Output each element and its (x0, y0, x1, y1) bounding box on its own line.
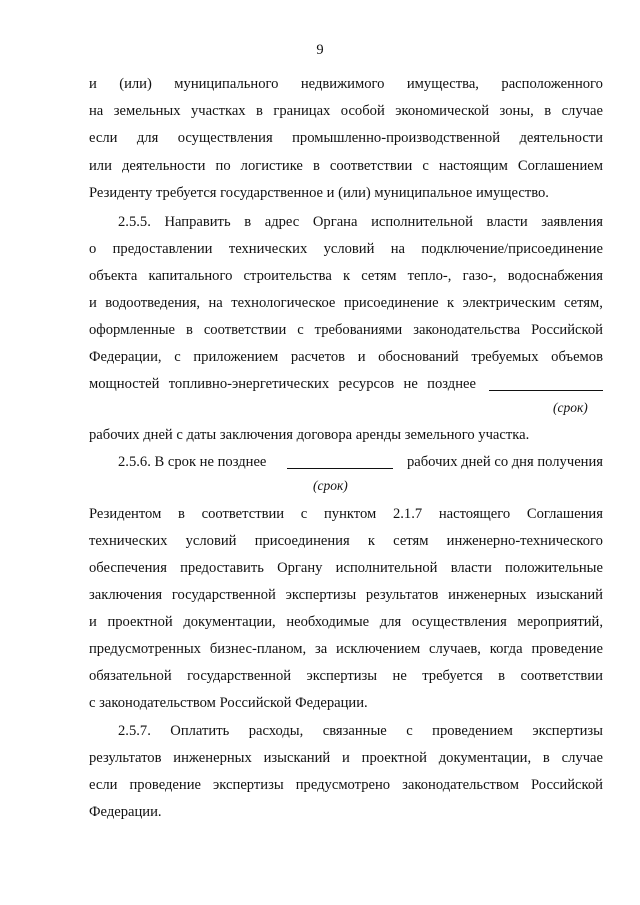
word: обеспечения (89, 560, 167, 576)
text-line (89, 239, 603, 259)
word: Оплатить (170, 723, 230, 739)
word: экспертизы (306, 668, 378, 684)
word: присоединение (343, 295, 439, 311)
word: условий (323, 241, 375, 257)
word: мероприятий, (517, 614, 603, 630)
word: в (542, 750, 550, 766)
word: и (89, 76, 97, 92)
word: Федерации, (89, 349, 162, 365)
text-line: рабочих дней с даты заключения договора аренды земельного участка. (89, 427, 530, 443)
word: мощностей (89, 376, 160, 392)
word: предоставить (180, 560, 264, 576)
word: предусмотрено (295, 777, 391, 793)
word: проведением (432, 723, 513, 739)
term-note-1: (срок) (553, 400, 588, 415)
word: Российской (531, 322, 603, 338)
word: и (357, 349, 366, 365)
text-line (89, 775, 603, 795)
word: электрическим (462, 295, 556, 311)
word: деятельности (519, 130, 603, 146)
word: соответствии (520, 668, 603, 684)
word: (или) (119, 76, 152, 92)
word: экспертизы (213, 777, 284, 793)
word: или (89, 158, 112, 174)
word: с (174, 349, 181, 365)
word: имущества, (406, 76, 479, 92)
word: не (403, 376, 418, 392)
word: ресурсов (338, 376, 395, 392)
paragraph-2-5-6-start: 2.5.6. В срок не позднее (118, 454, 267, 470)
word: сетям, (564, 295, 603, 311)
word: условий (185, 533, 237, 549)
word: Органа (312, 214, 358, 230)
word: проектной (107, 614, 173, 630)
word: топливно-энергетических (168, 376, 330, 392)
word: строительства (243, 268, 332, 284)
word: муниципального (174, 76, 279, 92)
word: настоящим (438, 158, 508, 174)
word: случае (561, 750, 603, 766)
word: результатов (365, 587, 439, 603)
word: деятельности (121, 158, 206, 174)
word: положительные (505, 560, 603, 576)
word: в (185, 322, 193, 338)
word: с (406, 723, 413, 739)
text-line: Резиденту требуется государственное и (или) муниципальное имущество. (89, 185, 549, 201)
term-note-2: (срок) (313, 478, 348, 493)
word: технических (89, 533, 168, 549)
text-line: рабочих дней со дня получения (406, 454, 603, 470)
word: проведение (531, 641, 603, 657)
word: предусмотренных (89, 641, 201, 657)
text-line: Федерации. (89, 804, 162, 820)
word: на (89, 103, 104, 119)
word: необходимые (286, 614, 370, 630)
word: зоны, (499, 103, 534, 119)
word: присоединения (254, 533, 350, 549)
text-line (89, 585, 603, 605)
word: обоснований (378, 349, 459, 365)
word: требуемых (471, 349, 539, 365)
deadline-blank-1 (489, 375, 603, 391)
text-line (89, 531, 603, 551)
word: когда (489, 641, 523, 657)
word: водоотведения, (105, 295, 201, 311)
word: власти (486, 214, 528, 230)
page-number: 9 (316, 42, 324, 58)
word: газо-, (462, 268, 497, 284)
word: соответствии (329, 158, 413, 174)
word: на (208, 295, 223, 311)
word: власти (450, 560, 492, 576)
paragraph-2-5-5-start (118, 212, 603, 232)
text-line (89, 266, 603, 286)
paragraph-2-5-7-start (118, 721, 603, 741)
word: оформленные (89, 322, 176, 338)
word: исполнительной (335, 560, 438, 576)
word: недвижимого (300, 76, 385, 92)
word: Органу (277, 560, 323, 576)
word: в (498, 668, 506, 684)
word: с (300, 506, 308, 522)
word: в (244, 214, 252, 230)
text-line (89, 748, 603, 768)
word: по (215, 158, 231, 174)
word: в (178, 506, 185, 522)
text-line (89, 101, 603, 121)
text-line (89, 666, 603, 686)
word: связанные (322, 723, 387, 739)
word: тепло-, (407, 268, 452, 284)
word: результатов (89, 750, 162, 766)
text-line (89, 558, 603, 578)
word: особой (340, 103, 385, 119)
word: границах (273, 103, 331, 119)
word: приложением (193, 349, 279, 365)
word: капитального (148, 268, 233, 284)
word: государственной (171, 587, 276, 603)
text-line (89, 612, 603, 632)
text-line (89, 128, 603, 148)
word: государственной (187, 668, 292, 684)
text-line (89, 156, 603, 176)
word: случае (561, 103, 603, 119)
word: за (314, 641, 328, 657)
word: и (89, 295, 97, 311)
word: земельных (113, 103, 181, 119)
text-line (89, 293, 603, 313)
word: заявления (541, 214, 603, 230)
word: 2.5.5. (118, 214, 151, 230)
word: инженерных (448, 587, 527, 603)
text-line (89, 639, 603, 659)
word: соответствии (203, 322, 287, 338)
word: с (422, 158, 429, 174)
word: участках (190, 103, 246, 119)
word: инженерно-технического (446, 533, 603, 549)
word: позднее (427, 376, 476, 392)
word: водоснабжения (507, 268, 603, 284)
text-line (89, 320, 603, 340)
word: бизнес-планом, (209, 641, 307, 657)
word: экспертизы (285, 587, 357, 603)
text-line (89, 504, 603, 524)
word: в (312, 158, 320, 174)
word: если (89, 777, 118, 793)
word: и (342, 750, 350, 766)
word: расходы, (248, 723, 304, 739)
word: технических (228, 241, 308, 257)
word: Резидентом (89, 506, 162, 522)
word: заключения (89, 587, 163, 603)
word: экспертизы (532, 723, 603, 739)
word: и (89, 614, 97, 630)
word: требуется (422, 668, 483, 684)
word: предоставлении (112, 241, 213, 257)
word: к (367, 533, 375, 549)
word: инженерных (173, 750, 252, 766)
word: Направить (164, 214, 231, 230)
word: проведение (129, 777, 201, 793)
word: законодательства (413, 322, 521, 338)
word: подключение/присоединение (421, 241, 603, 257)
word: в (544, 103, 552, 119)
word: для (379, 614, 402, 630)
word: о (89, 241, 97, 257)
word: Соглашением (517, 158, 603, 174)
text-line (89, 74, 603, 94)
word: настоящего (438, 506, 511, 522)
word: проектной (361, 750, 427, 766)
word: осуществления (411, 614, 507, 630)
word: документации, (438, 750, 532, 766)
word: технологическое (231, 295, 336, 311)
word: законодательством (402, 777, 519, 793)
text-line (89, 374, 476, 394)
word: логистике (240, 158, 303, 174)
word: если (89, 130, 118, 146)
deadline-blank-2 (287, 453, 393, 469)
word: с (297, 322, 304, 338)
word: документации, (183, 614, 276, 630)
word: изысканий (536, 587, 603, 603)
word: на (390, 241, 406, 257)
word: случаев, (429, 641, 481, 657)
word: сетям (361, 268, 397, 284)
word: требованиями (314, 322, 403, 338)
word: экономической (395, 103, 490, 119)
word: расчетов (290, 349, 346, 365)
word: в (256, 103, 263, 119)
word: к (447, 295, 455, 311)
word: промышленно-производственной (292, 130, 501, 146)
word: не (392, 668, 407, 684)
word: для (136, 130, 159, 146)
text-line: с законодательством Российской Федерации. (89, 695, 368, 711)
word: 2.5.7. (118, 723, 151, 739)
word: соответствии (201, 506, 285, 522)
word: 2.1.7 (392, 506, 423, 522)
word: адрес (264, 214, 300, 230)
word: объекта (89, 268, 138, 284)
word: исключением (336, 641, 421, 657)
word: к (342, 268, 351, 284)
text-line (89, 347, 603, 367)
word: Российской (531, 777, 603, 793)
word: осуществления (177, 130, 273, 146)
word: расположенного (501, 76, 603, 92)
word: пунктом (323, 506, 377, 522)
word: изысканий (263, 750, 331, 766)
word: обязательной (89, 668, 172, 684)
word: сетям (393, 533, 429, 549)
word: объемов (551, 349, 603, 365)
word: Соглашения (526, 506, 603, 522)
word: исполнительной (371, 214, 473, 230)
